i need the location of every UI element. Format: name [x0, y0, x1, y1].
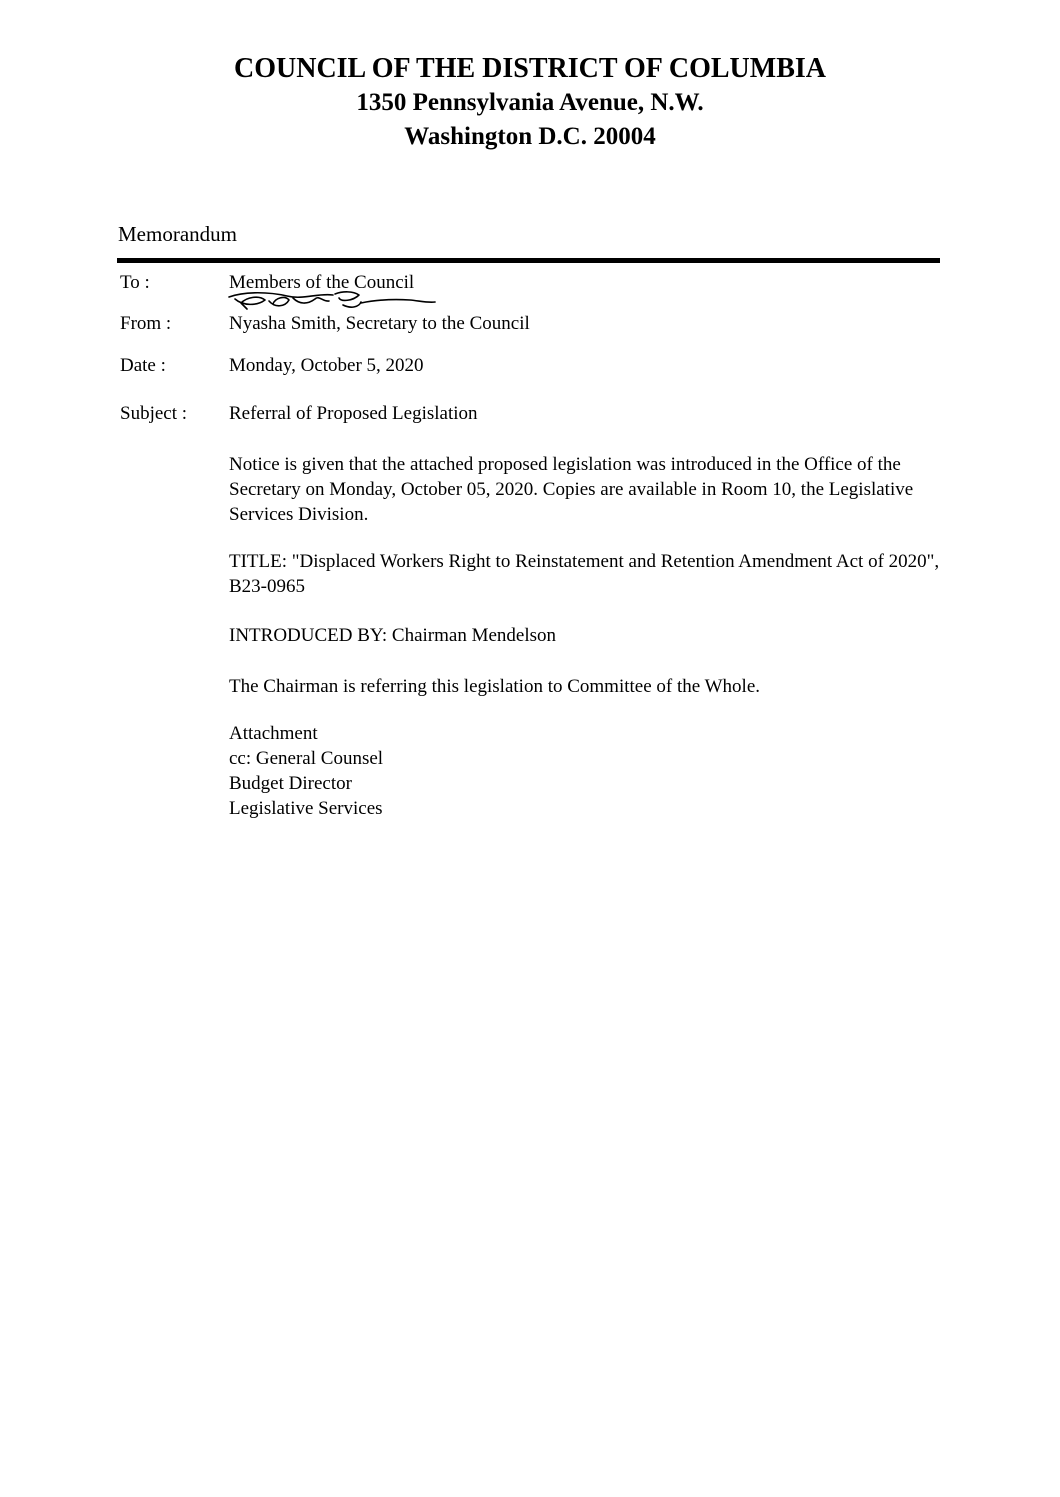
- date-label: Date :: [120, 355, 166, 376]
- subject-value: Referral of Proposed Legislation: [229, 403, 478, 424]
- from-label: From :: [120, 313, 172, 334]
- from-value: Nyasha Smith, Secretary to the Council: [229, 313, 530, 334]
- cc-line: cc: General Counsel: [229, 748, 384, 769]
- organization-name: COUNCIL OF THE DISTRICT OF COLUMBIA: [234, 53, 826, 84]
- to-value: Members of the Council: [229, 272, 415, 293]
- subject-label: Subject :: [120, 403, 188, 424]
- notice-paragraph: Notice is given that the attached proposed legislation was introduced in the Office of the Secretary on Monday, October 05, 2020. Copies are available in Room 10, the Legislative Services Division.: [229, 454, 914, 525]
- to-label: To :: [120, 272, 150, 293]
- street-address: 1350 Pennsylvania Avenue, N.W.: [356, 89, 704, 116]
- introduced-by-line: INTRODUCED BY: Chairman Mendelson: [229, 625, 557, 646]
- cc-line: Legislative Services: [229, 798, 383, 819]
- city-address: Washington D.C. 20004: [404, 123, 656, 150]
- referral-line: The Chairman is referring this legislation to Committee of the Whole.: [229, 676, 760, 697]
- title-paragraph: TITLE: "Displaced Workers Right to Reinstatement and Retention Amendment Act of 2020", B23-0965: [229, 551, 940, 597]
- distribution-block: [229, 721, 941, 821]
- header-divider: [117, 258, 940, 263]
- letterhead: [0, 52, 1060, 154]
- attachment-line: Attachment: [229, 723, 318, 744]
- memo-label: Memorandum: [118, 222, 237, 246]
- cc-line: Budget Director: [229, 773, 352, 794]
- date-value: Monday, October 5, 2020: [229, 355, 424, 376]
